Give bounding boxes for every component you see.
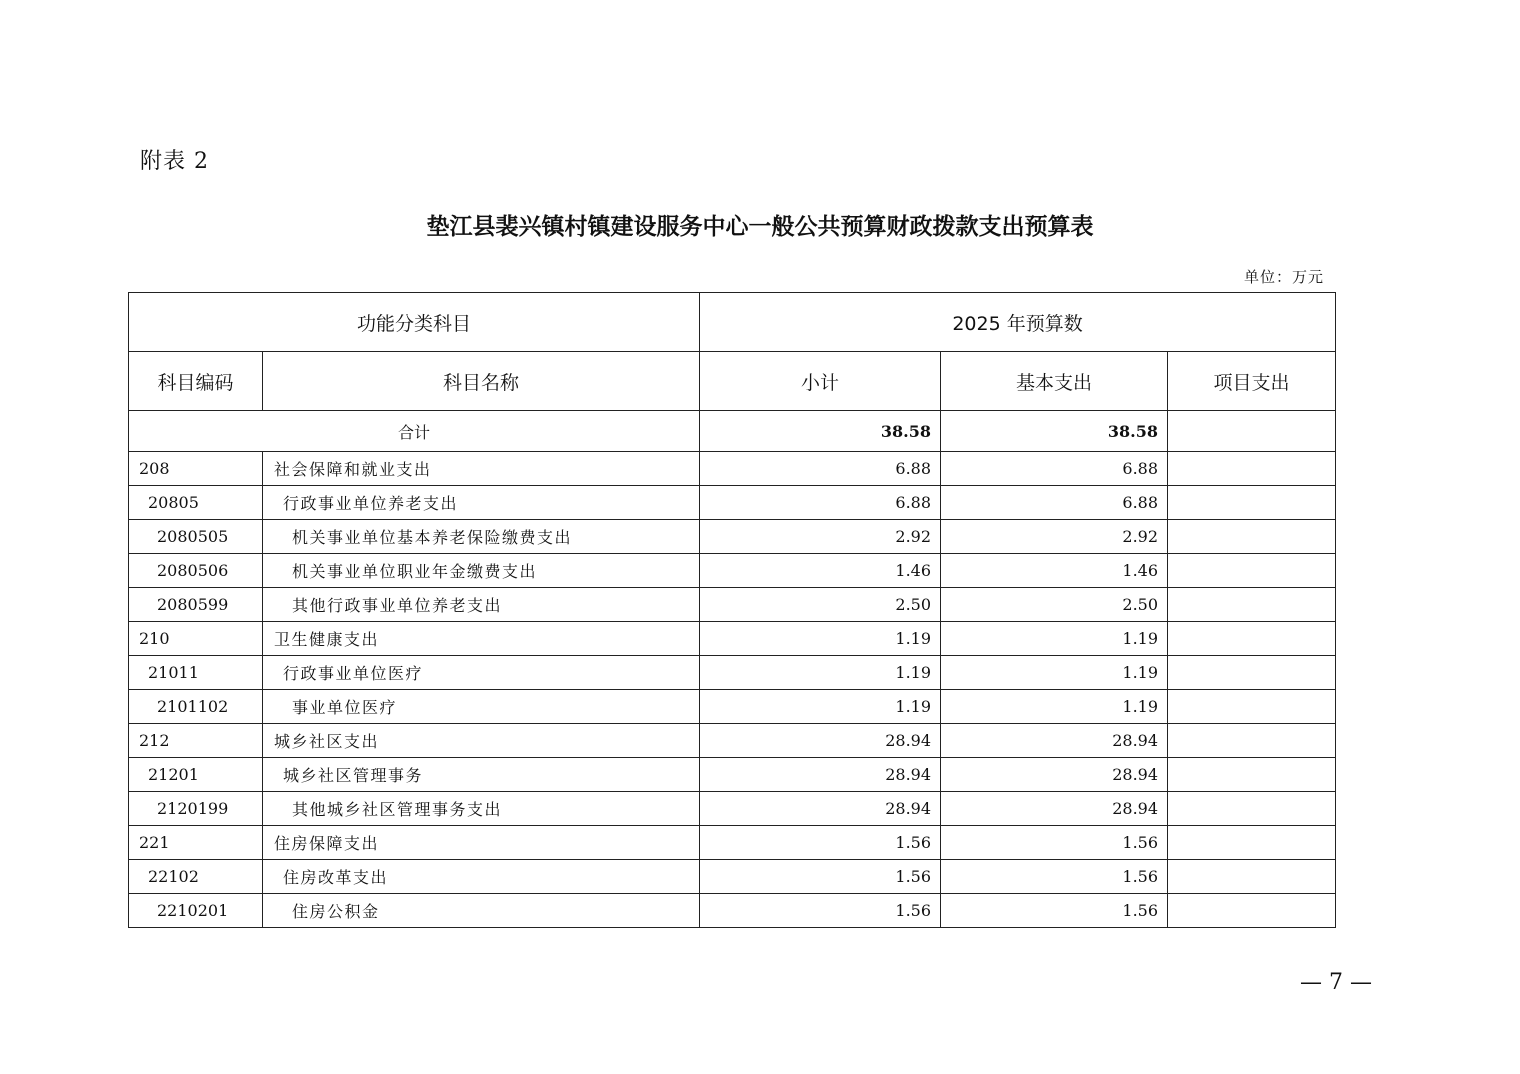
basic-expenditure-cell: 28.94	[941, 724, 1168, 758]
subject-name-cell: 卫生健康支出	[263, 622, 700, 656]
table-row	[129, 860, 1336, 894]
subject-name-cell: 城乡社区支出	[263, 724, 700, 758]
project-expenditure-cell	[1168, 486, 1336, 520]
total-label: 合计	[129, 411, 700, 452]
basic-expenditure-cell: 28.94	[941, 792, 1168, 826]
header-subtotal: 小计	[700, 352, 941, 411]
table-row	[129, 690, 1336, 724]
total-basic: 38.58	[941, 411, 1168, 452]
subtotal-cell: 1.56	[700, 894, 941, 928]
table-row	[129, 894, 1336, 928]
table-row	[129, 826, 1336, 860]
project-expenditure-cell	[1168, 894, 1336, 928]
project-expenditure-cell	[1168, 860, 1336, 894]
basic-expenditure-cell: 6.88	[941, 486, 1168, 520]
basic-expenditure-cell: 6.88	[941, 452, 1168, 486]
project-expenditure-cell	[1168, 622, 1336, 656]
total-row	[129, 411, 1336, 452]
subject-code-cell: 212	[129, 724, 263, 758]
subject-code-cell: 2101102	[129, 690, 263, 724]
table-row	[129, 758, 1336, 792]
header-subject-code: 科目编码	[129, 352, 263, 411]
document-title: 垫江县裴兴镇村镇建设服务中心一般公共预算财政拨款支出预算表	[426, 214, 1094, 240]
subject-code-cell: 22102	[129, 860, 263, 894]
budget-table	[128, 292, 1336, 928]
project-expenditure-cell	[1168, 588, 1336, 622]
subject-code-cell: 210	[129, 622, 263, 656]
subtotal-cell: 28.94	[700, 792, 941, 826]
subject-code-cell: 21201	[129, 758, 263, 792]
subject-code-cell: 2120199	[129, 792, 263, 826]
unit-label: 单位：万元	[1243, 268, 1324, 286]
project-expenditure-cell	[1168, 656, 1336, 690]
table-row	[129, 792, 1336, 826]
basic-expenditure-cell: 1.19	[941, 690, 1168, 724]
project-expenditure-cell	[1168, 452, 1336, 486]
subject-name-cell: 事业单位医疗	[263, 690, 700, 724]
subject-code-cell: 2080505	[129, 520, 263, 554]
table-row	[129, 724, 1336, 758]
project-expenditure-cell	[1168, 758, 1336, 792]
subtotal-cell: 2.50	[700, 588, 941, 622]
subject-code-cell: 2080599	[129, 588, 263, 622]
basic-expenditure-cell: 1.19	[941, 656, 1168, 690]
subject-name-cell: 住房改革支出	[263, 860, 700, 894]
project-expenditure-cell	[1168, 792, 1336, 826]
subtotal-cell: 1.56	[700, 826, 941, 860]
appendix-label: 附表 2	[140, 149, 209, 174]
subtotal-cell: 1.46	[700, 554, 941, 588]
table-row	[129, 486, 1336, 520]
header-function-category: 功能分类科目	[129, 293, 700, 352]
subtotal-cell: 1.19	[700, 690, 941, 724]
subtotal-cell: 6.88	[700, 486, 941, 520]
basic-expenditure-cell: 1.56	[941, 894, 1168, 928]
basic-expenditure-cell: 1.46	[941, 554, 1168, 588]
subtotal-cell: 28.94	[700, 724, 941, 758]
subject-name-cell: 城乡社区管理事务	[263, 758, 700, 792]
table-row	[129, 622, 1336, 656]
basic-expenditure-cell: 1.19	[941, 622, 1168, 656]
subject-code-cell: 221	[129, 826, 263, 860]
subtotal-cell: 1.19	[700, 656, 941, 690]
subject-name-cell: 其他行政事业单位养老支出	[263, 588, 700, 622]
header-budget-2025: 2025 年预算数	[700, 293, 1336, 352]
subtotal-cell: 28.94	[700, 758, 941, 792]
basic-expenditure-cell: 1.56	[941, 826, 1168, 860]
subject-name-cell: 机关事业单位职业年金缴费支出	[263, 554, 700, 588]
subject-code-cell: 21011	[129, 656, 263, 690]
subtotal-cell: 2.92	[700, 520, 941, 554]
project-expenditure-cell	[1168, 554, 1336, 588]
header-basic-expenditure: 基本支出	[941, 352, 1168, 411]
subject-code-cell: 20805	[129, 486, 263, 520]
total-project	[1168, 411, 1336, 452]
subject-name-cell: 住房公积金	[263, 894, 700, 928]
table-row	[129, 554, 1336, 588]
subtotal-cell: 1.19	[700, 622, 941, 656]
table-row	[129, 452, 1336, 486]
subject-code-cell: 208	[129, 452, 263, 486]
subject-name-cell: 行政事业单位养老支出	[263, 486, 700, 520]
basic-expenditure-cell: 28.94	[941, 758, 1168, 792]
subject-name-cell: 行政事业单位医疗	[263, 656, 700, 690]
subtotal-cell: 1.56	[700, 860, 941, 894]
subject-code-cell: 2080506	[129, 554, 263, 588]
subject-code-cell: 2210201	[129, 894, 263, 928]
project-expenditure-cell	[1168, 690, 1336, 724]
total-subtotal: 38.58	[700, 411, 941, 452]
table-row	[129, 588, 1336, 622]
subtotal-cell: 6.88	[700, 452, 941, 486]
table-row	[129, 520, 1336, 554]
basic-expenditure-cell: 2.50	[941, 588, 1168, 622]
header-subject-name: 科目名称	[263, 352, 700, 411]
project-expenditure-cell	[1168, 826, 1336, 860]
header-project-expenditure: 项目支出	[1168, 352, 1336, 411]
basic-expenditure-cell: 2.92	[941, 520, 1168, 554]
table-row	[129, 656, 1336, 690]
basic-expenditure-cell: 1.56	[941, 860, 1168, 894]
subject-name-cell: 住房保障支出	[263, 826, 700, 860]
page-number: — 7 —	[1300, 970, 1372, 995]
project-expenditure-cell	[1168, 520, 1336, 554]
subject-name-cell: 机关事业单位基本养老保险缴费支出	[263, 520, 700, 554]
project-expenditure-cell	[1168, 724, 1336, 758]
subject-name-cell: 社会保障和就业支出	[263, 452, 700, 486]
subject-name-cell: 其他城乡社区管理事务支出	[263, 792, 700, 826]
